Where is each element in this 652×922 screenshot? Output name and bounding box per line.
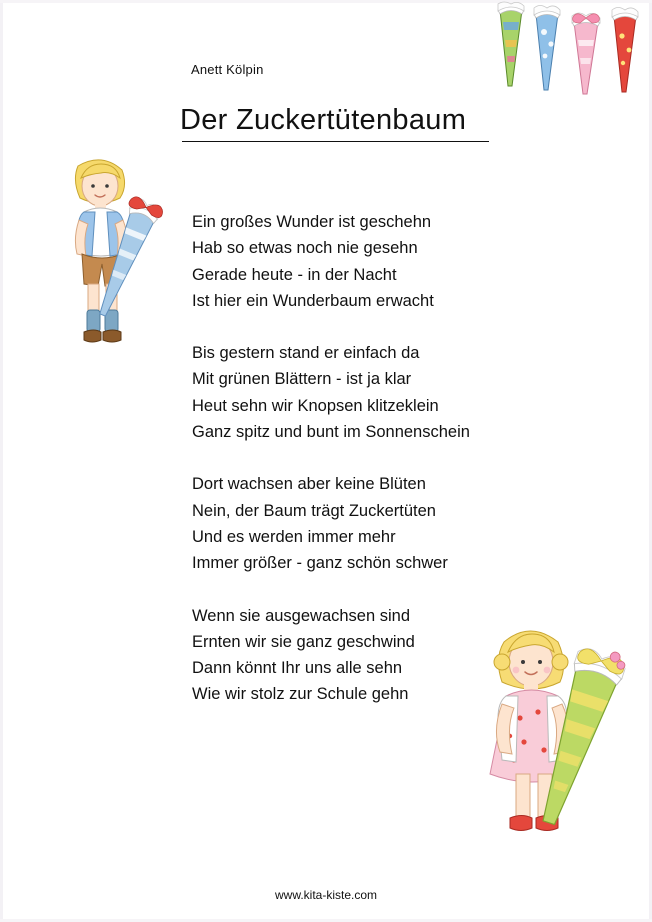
boy-with-cone-illustration (40, 150, 170, 365)
poem-line: Ein großes Wunder ist geschehn (192, 213, 432, 231)
poem-line: Wie wir stolz zur Schule gehn (192, 685, 409, 704)
poem-line: Hab so etwas noch nie gesehn (192, 239, 418, 258)
poem-line: Wenn sie ausgewachsen sind (192, 606, 410, 625)
document-author: Anett Kölpin (191, 62, 264, 77)
poem-line: Ernten wir sie ganz geschwind (192, 632, 415, 651)
poem-line: Und es werden immer mehr (192, 527, 396, 546)
page-title: Der Zuckertütenbaum (180, 104, 467, 136)
poem-stanza (192, 209, 522, 314)
poem-line: Ist hier ein Wunderbaum erwacht (192, 291, 434, 310)
page-edge-left (0, 0, 3, 922)
poem-line: Dann könnt Ihr uns alle sehn (192, 659, 403, 678)
poem-line: Bis gestern stand er einfach da (192, 344, 420, 363)
poem-stanza (192, 471, 522, 576)
poem-line: Dort wachsen aber keine Blüten (192, 475, 426, 494)
school-cones-illustration (478, 0, 648, 98)
poem-stanza (192, 340, 522, 445)
poem-line: Heut sehn wir Knopsen klitzeklein (192, 396, 439, 415)
footer-website: www.kita-kiste.com (274, 888, 378, 902)
poem-line: Gerade heute - in der Nacht (192, 265, 397, 284)
poem-line: Immer größer - ganz schön schwer (192, 554, 448, 573)
poem-line: Ganz spitz und bunt im Sonnenschein (192, 423, 470, 442)
poem-line: Mit grünen Blättern - ist ja klar (192, 370, 412, 389)
title-underline (182, 141, 489, 142)
poem-stanza (192, 603, 522, 708)
poem-body (192, 209, 522, 708)
poem-line: Nein, der Baum trägt Zuckertüten (192, 501, 436, 520)
